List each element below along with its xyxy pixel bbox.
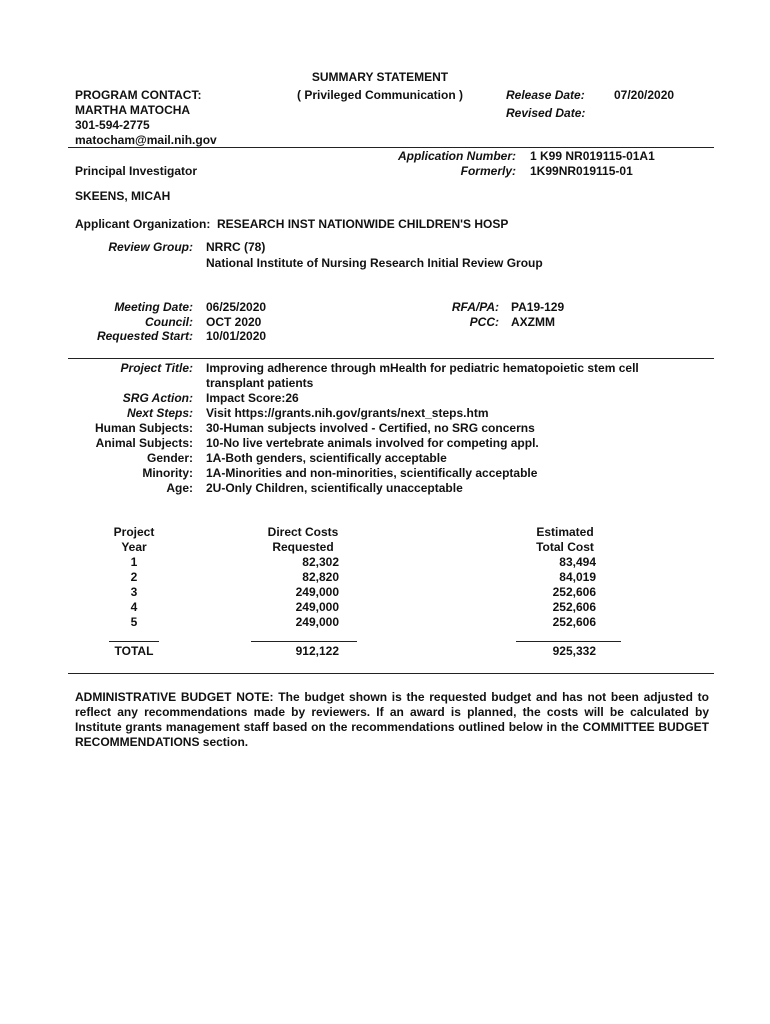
project-title-label: Project Title: [120,361,193,375]
document-title: SUMMARY STATEMENT [311,70,449,84]
application-number-label: Application Number: [397,149,516,163]
col-header-direct-1: Direct Costs [267,525,339,539]
minority-label: Minority: [142,466,193,480]
requested-start: 10/01/2020 [206,329,267,343]
applicant-organization-name: RESEARCH INST NATIONWIDE CHILDREN'S HOSP [217,217,509,231]
row-year: 1 [130,555,138,569]
council-label: Council: [145,315,193,329]
row-total: 83,494 [559,555,596,569]
rfa-pa: PA19-129 [511,300,565,314]
next-steps: Visit https://grants.nih.gov/grants/next_steps.htm [206,406,489,420]
row-direct: 249,000 [295,615,339,629]
animal-subjects-label: Animal Subjects: [95,436,193,450]
row-total: 84,019 [559,570,596,584]
release-date-label: Release Date: [506,88,585,102]
total-underline-direct [251,641,357,642]
row-direct: 82,820 [302,570,339,584]
row-direct: 82,302 [302,555,339,569]
total-label: TOTAL [114,644,154,658]
gender: 1A-Both genders, scientifically acceptable [206,451,447,465]
row-direct: 249,000 [295,600,339,614]
meeting-date: 06/25/2020 [206,300,267,314]
review-group-name: National Institute of Nursing Research Initial Review Group [206,256,543,270]
administrative-budget-note: ADMINISTRATIVE BUDGET NOTE: The budget shown is the requested budget and has not been adjusted to reflect any recommendations made by reviewers. If an award is planned, the costs will be calculated by Institute grants management staff based on the recommendations outlined below in the COMMITTEE BUDGET RECOMMENDATIONS section. [75,690,709,749]
formerly-label: Formerly: [460,164,516,178]
review-group-code: NRRC (78) [206,240,266,254]
row-total: 252,606 [552,585,596,599]
release-date: 07/20/2020 [614,88,675,102]
applicant-organization-label: Applicant Organization: [75,217,211,231]
requested-start-label: Requested Start: [96,329,193,343]
age-label: Age: [166,481,193,495]
program-contact-phone: 301-594-2775 [75,118,150,132]
divider-top [68,147,714,148]
meeting-date-label: Meeting Date: [114,300,193,314]
divider-project [68,358,714,359]
pcc: AXZMM [511,315,555,329]
row-direct: 249,000 [295,585,339,599]
divider-budget [68,673,714,674]
review-group-label: Review Group: [108,240,193,254]
row-year: 4 [130,600,138,614]
total-underline-total [516,641,621,642]
row-total: 252,606 [552,600,596,614]
human-subjects-label: Human Subjects: [94,421,193,435]
council: OCT 2020 [206,315,262,329]
srg-action-label: SRG Action: [122,391,193,405]
total-underline-year [109,641,159,642]
row-total: 252,606 [552,615,596,629]
principal-investigator-name: SKEENS, MICAH [75,189,171,203]
revised-date-label: Revised Date: [506,106,586,120]
col-header-year-2: Year [121,540,147,554]
minority: 1A-Minorities and non-minorities, scientifically acceptable [206,466,538,480]
gender-label: Gender: [146,451,193,465]
total-estimated: 925,332 [552,644,596,658]
program-contact-label: PROGRAM CONTACT: [75,88,202,102]
srg-action: Impact Score:26 [206,391,299,405]
project-title-line2: transplant patients [206,376,314,390]
animal-subjects: 10-No live vertebrate animals involved for competing appl. [206,436,539,450]
formerly-number: 1K99NR019115-01 [530,164,633,178]
row-year: 3 [130,585,138,599]
applicant-organization [75,217,508,232]
principal-investigator-label: Principal Investigator [75,164,198,178]
rfa-pa-label: RFA/PA: [451,300,499,314]
total-direct: 912,122 [295,644,339,658]
age: 2U-Only Children, scientifically unacceptable [206,481,463,495]
program-contact-email: matocham@mail.nih.gov [75,133,217,147]
col-header-direct-2: Requested [272,540,334,554]
next-steps-label: Next Steps: [126,406,193,420]
human-subjects: 30-Human subjects involved - Certified, no SRG concerns [206,421,535,435]
row-year: 2 [130,570,138,584]
document-subtitle: ( Privileged Communication ) [296,88,464,102]
col-header-total-2: Total Cost [536,540,594,554]
col-header-total-1: Estimated [536,525,594,539]
program-contact-name: MARTHA MATOCHA [75,103,191,117]
application-number: 1 K99 NR019115-01A1 [530,149,655,163]
pcc-label: PCC: [469,315,499,329]
row-year: 5 [130,615,138,629]
col-header-year-1: Project [113,525,155,539]
project-title-line1: Improving adherence through mHealth for pediatric hematopoietic stem cell [206,361,639,375]
